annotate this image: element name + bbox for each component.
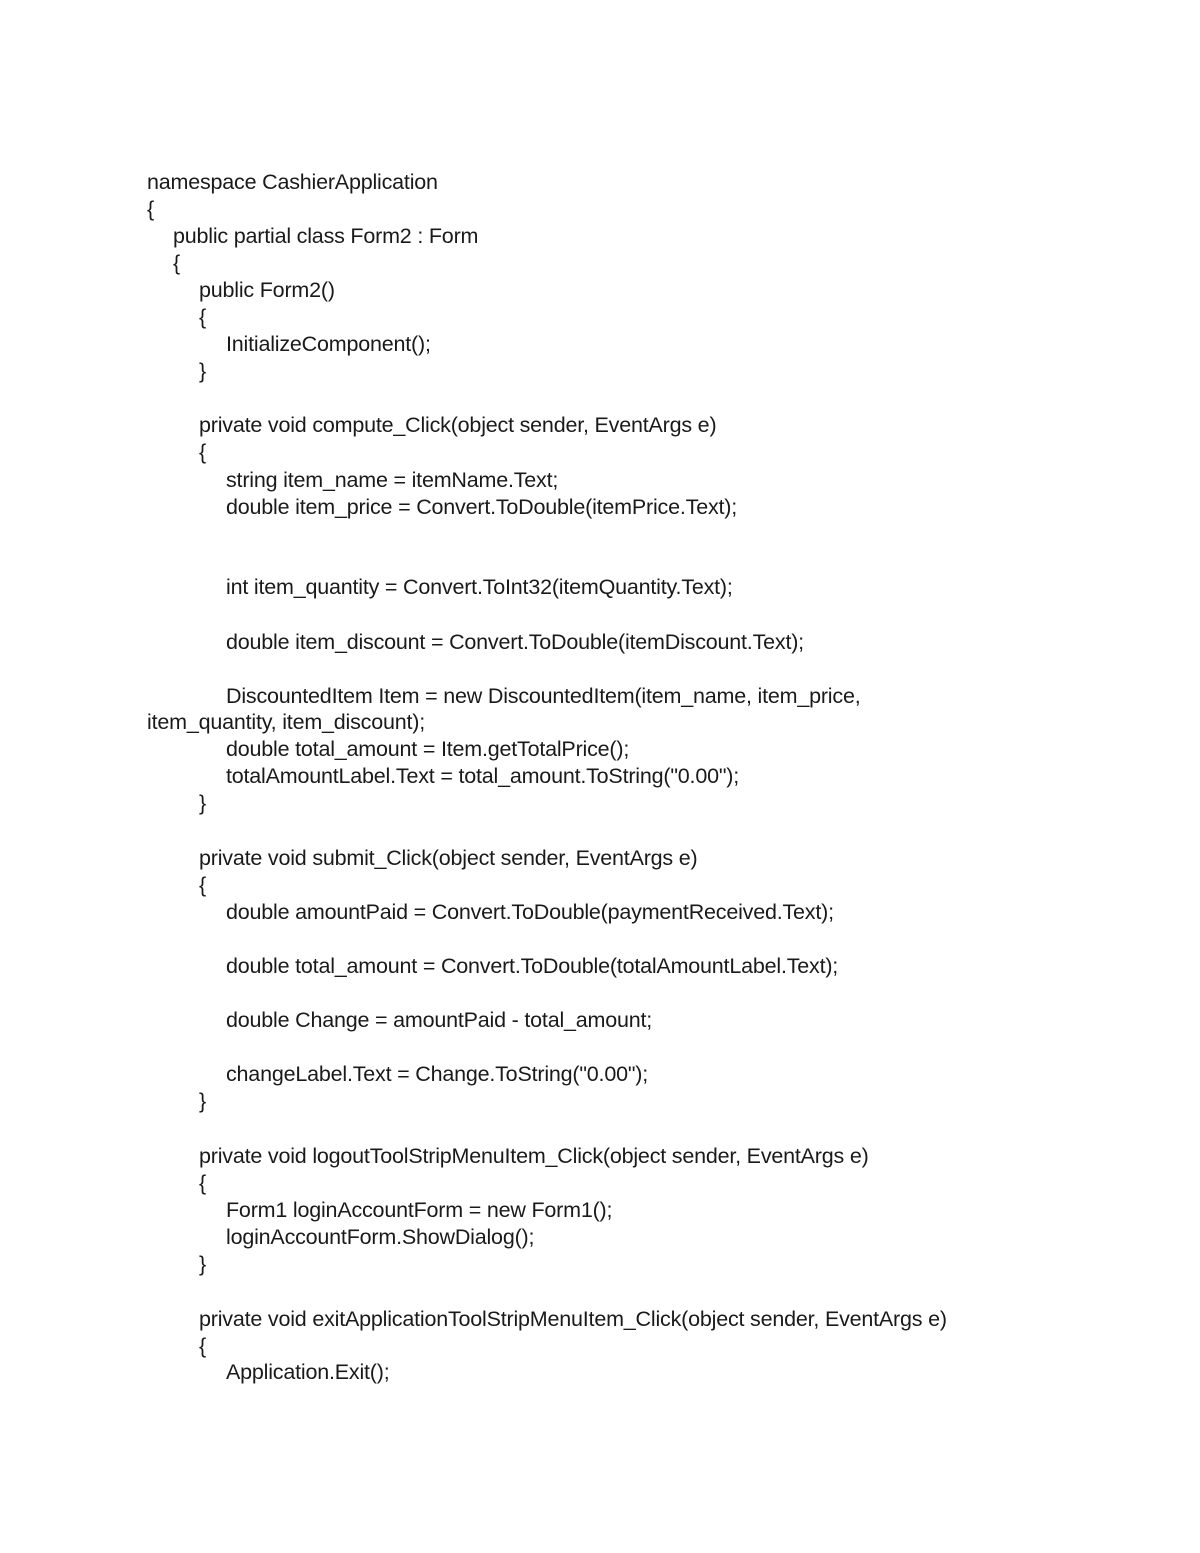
code-line-brace: } <box>199 1252 206 1276</box>
code-line-brace: } <box>199 359 206 383</box>
code-line-statement: totalAmountLabel.Text = total_amount.ToString("0.00"); <box>226 764 740 788</box>
code-line-method-logout: private void logoutToolStripMenuItem_Click(object sender, EventArgs e) <box>199 1144 869 1168</box>
code-line-namespace: namespace CashierApplication <box>147 170 438 194</box>
code-line-statement: double Change = amountPaid - total_amount; <box>226 1008 653 1032</box>
code-line-brace: { <box>199 1171 206 1195</box>
code-line-constructor: public Form2() <box>199 278 335 302</box>
code-line-brace: { <box>199 440 206 464</box>
code-line-statement: loginAccountForm.ShowDialog(); <box>226 1225 535 1249</box>
code-line-brace: } <box>199 1089 206 1113</box>
code-line-brace: } <box>199 791 206 815</box>
code-line-brace: { <box>199 305 206 329</box>
code-line-statement: Application.Exit(); <box>226 1360 390 1384</box>
code-line-method-submit: private void submit_Click(object sender, EventArgs e) <box>199 846 698 870</box>
code-line-statement: double item_price = Convert.ToDouble(itemPrice.Text); <box>226 495 738 519</box>
code-line-statement: double total_amount = Item.getTotalPrice(); <box>226 737 630 761</box>
code-line-statement: changeLabel.Text = Change.ToString("0.00"); <box>226 1062 649 1086</box>
code-line-statement-continued: item_quantity, item_discount); <box>147 710 426 734</box>
code-line-brace: { <box>173 251 180 275</box>
code-line-brace: { <box>147 197 154 221</box>
code-line-brace: { <box>199 1334 206 1358</box>
code-line-method-compute: private void compute_Click(object sender, EventArgs e) <box>199 413 717 437</box>
code-line-class-declaration: public partial class Form2 : Form <box>173 224 479 248</box>
code-line-statement: DiscountedItem Item = new DiscountedItem(item_name, item_price, <box>226 684 861 708</box>
code-line-statement: Form1 loginAccountForm = new Form1(); <box>226 1198 613 1222</box>
code-line-statement: double total_amount = Convert.ToDouble(totalAmountLabel.Text); <box>226 954 839 978</box>
code-line-statement: double item_discount = Convert.ToDouble(itemDiscount.Text); <box>226 630 804 654</box>
code-line-brace: { <box>199 873 206 897</box>
code-line-statement: InitializeComponent(); <box>226 332 431 356</box>
code-line-method-exit: private void exitApplicationToolStripMenuItem_Click(object sender, EventArgs e) <box>199 1307 947 1331</box>
code-line-statement: double amountPaid = Convert.ToDouble(paymentReceived.Text); <box>226 900 834 924</box>
code-line-statement: string item_name = itemName.Text; <box>226 468 559 492</box>
code-line-statement: int item_quantity = Convert.ToInt32(itemQuantity.Text); <box>226 575 733 599</box>
